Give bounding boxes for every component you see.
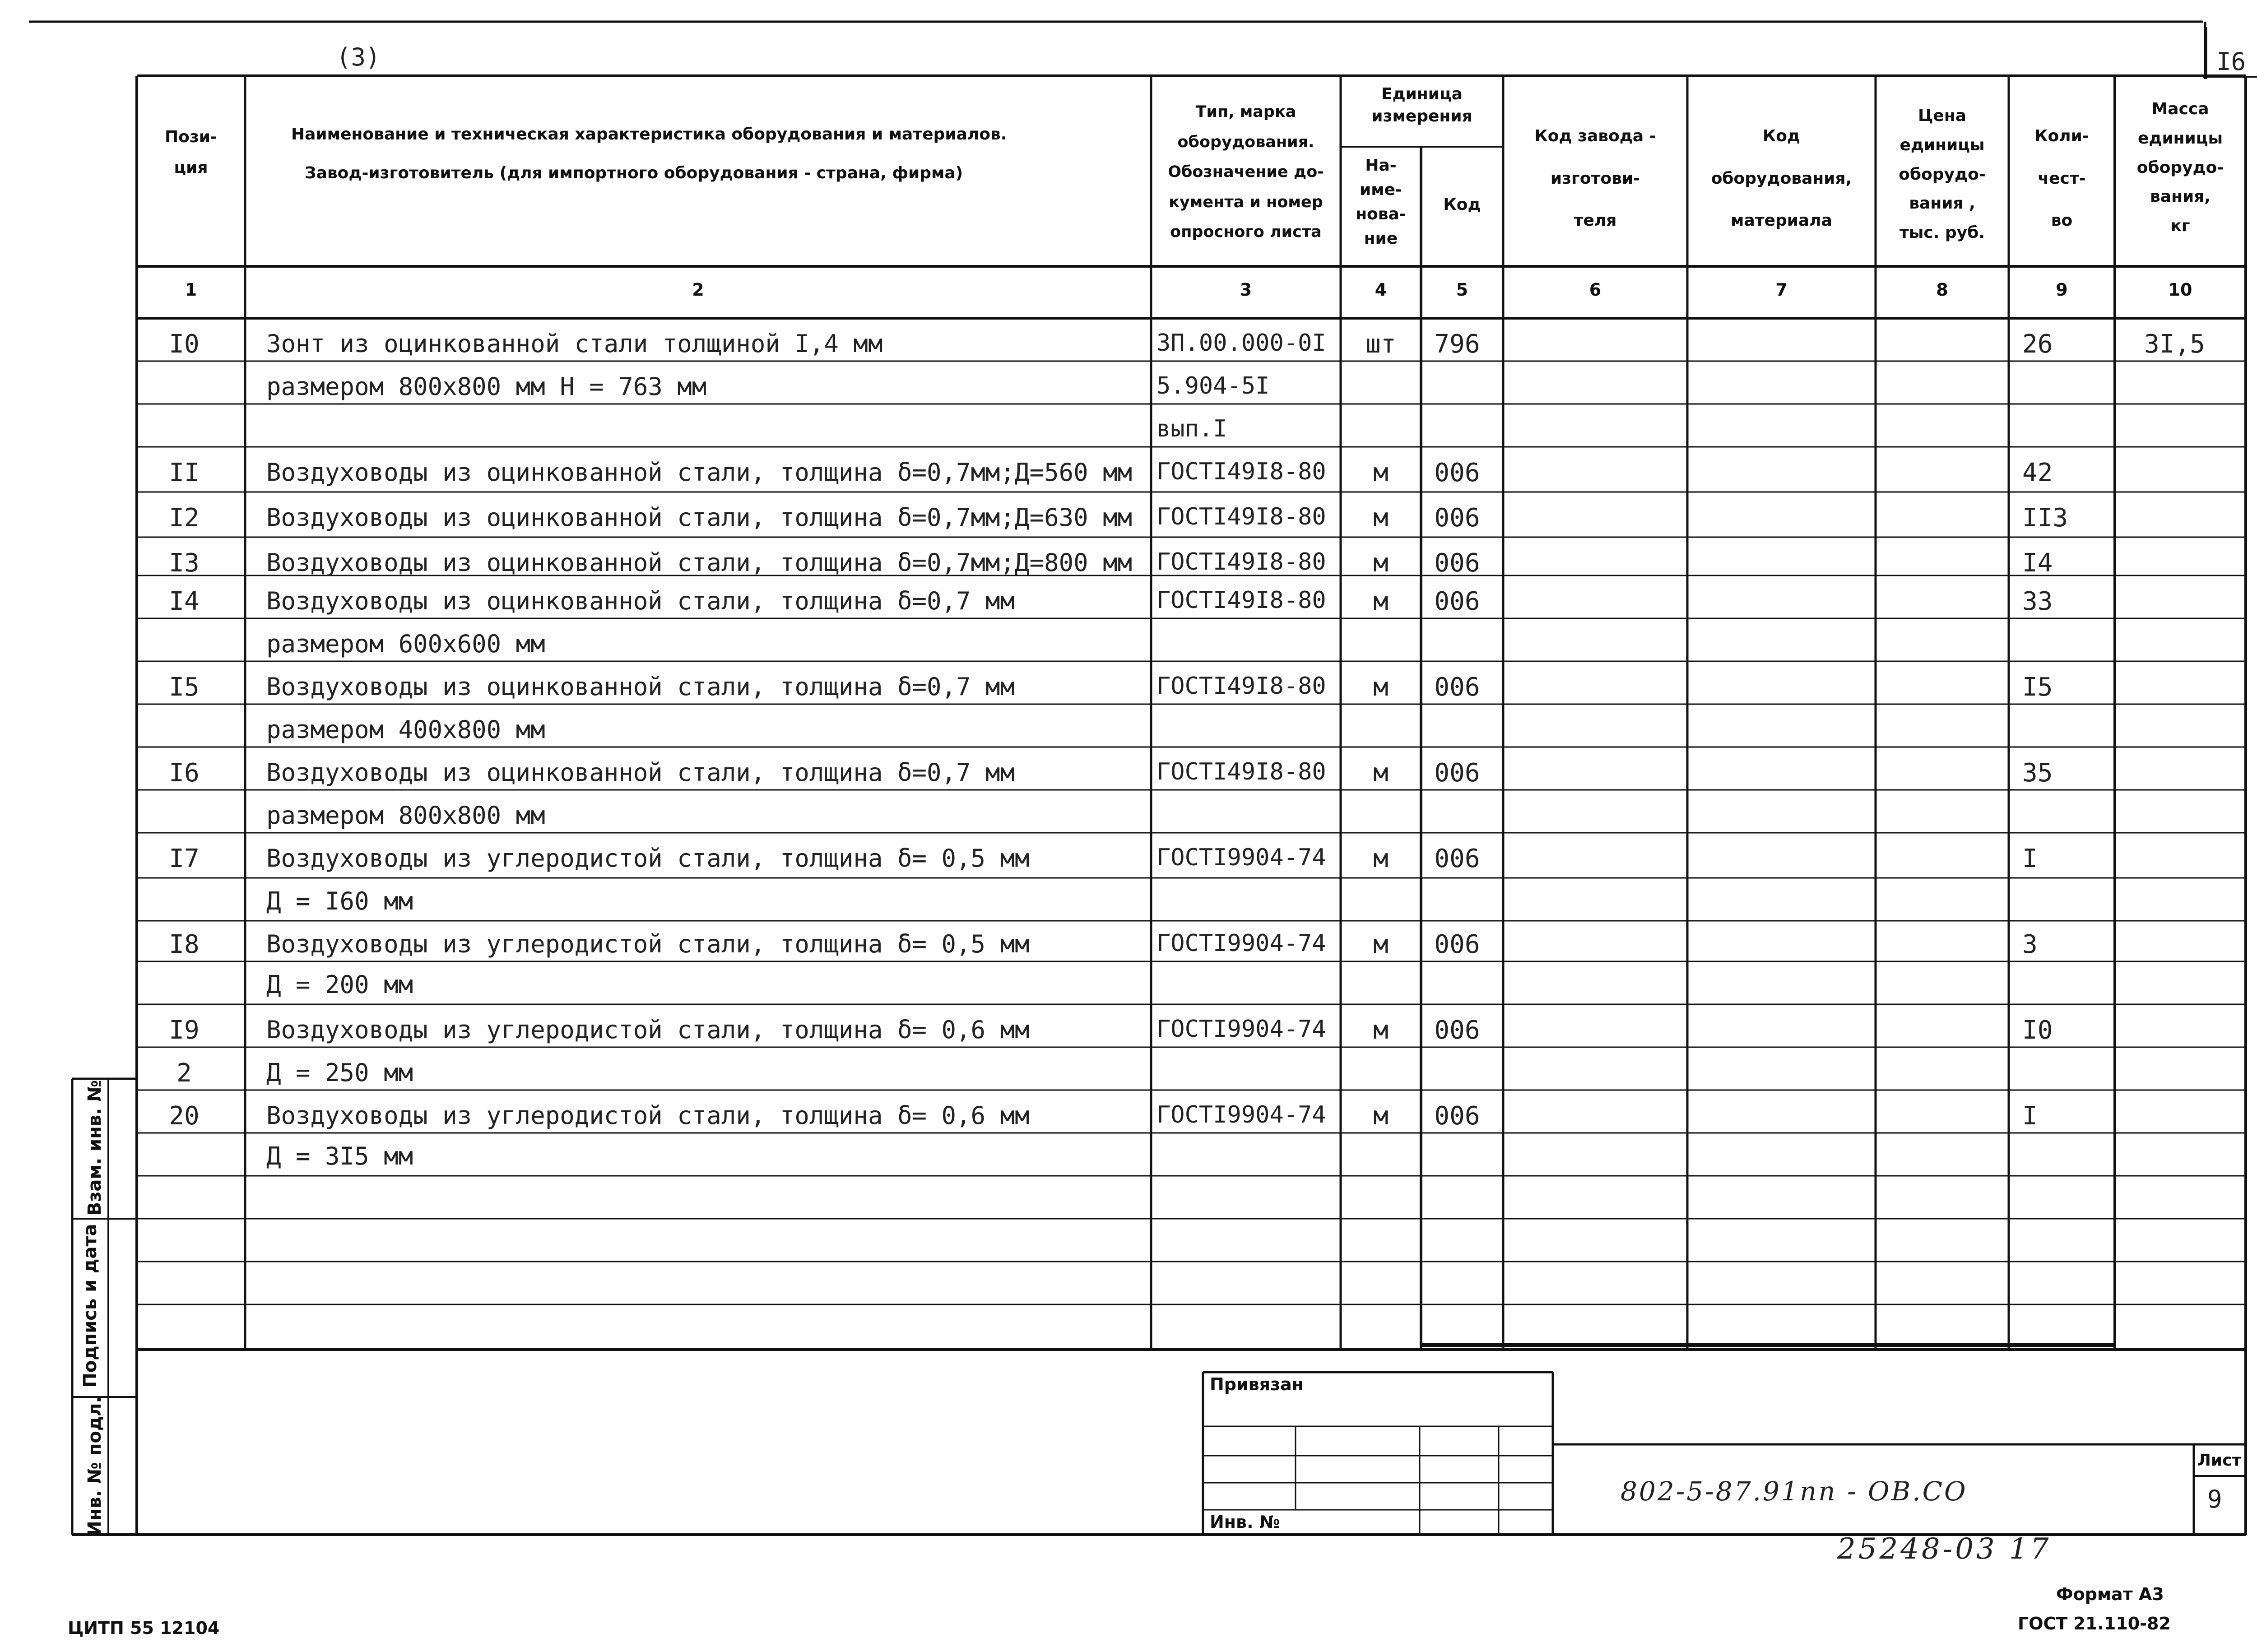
header-col4: [1341, 153, 1421, 251]
header-col5: Код: [1443, 195, 1481, 214]
row-position: 20: [169, 1101, 200, 1131]
row-quantity: II3: [2022, 503, 2068, 533]
column-number-3: 3: [1240, 280, 1252, 300]
row-quantity: 35: [2022, 758, 2053, 788]
row-quantity: 3: [2022, 930, 2038, 959]
row-unit: шт: [1365, 329, 1396, 359]
header-col1-line2: ция: [174, 158, 208, 177]
header-col7-line1: Код: [1762, 127, 1801, 145]
row-unit: м: [1373, 587, 1389, 616]
row-name: Воздуховоды из углеродистой стали, толщина δ= 0,5 мм: [266, 844, 1030, 872]
row-unit: м: [1373, 844, 1389, 873]
row-name: размером 600x600 мм: [266, 630, 545, 658]
row-unit: м: [1373, 458, 1389, 487]
header-unit-group: [1341, 84, 1503, 127]
row-position: I2: [169, 503, 200, 533]
row-unit: м: [1373, 1016, 1389, 1045]
row-name: Д = 3I5 мм: [266, 1142, 413, 1170]
row-quantity: I0: [2022, 1016, 2053, 1045]
header-col6-line1: Код завода -: [1534, 127, 1656, 145]
sheet-corner-number: I6: [2216, 47, 2246, 76]
row-position: I9: [169, 1016, 200, 1045]
header-col4-line3: нова-: [1356, 205, 1406, 223]
row-position: I4: [169, 587, 200, 616]
column-number-10: 10: [2168, 280, 2192, 300]
bound-label: Привязан: [1210, 1374, 1304, 1394]
row-name: Воздуховоды из оцинкованной стали, толщина δ=0,7 мм: [266, 758, 1015, 787]
row-unit: м: [1373, 758, 1389, 788]
row-name: Воздуховоды из оцинкованной стали, толщина δ=0,7мм;Д=630 мм: [266, 503, 1133, 532]
header-col8-line2: единицы: [1899, 135, 1985, 154]
row-unit: м: [1373, 673, 1389, 702]
row-type: ГОСТI9904-74: [1156, 930, 1326, 957]
row-type: ГОСТI9904-74: [1156, 1101, 1326, 1128]
format-label: Формат А3: [2056, 1584, 2164, 1604]
row-unit: м: [1373, 503, 1389, 533]
row-quantity: 26: [2022, 329, 2053, 359]
header-col10-line3: оборудо-: [2136, 158, 2224, 177]
header-col7-line2: оборудования,: [1711, 169, 1852, 188]
row-type: ЗП.00.000-0I: [1156, 329, 1326, 357]
row-name: Воздуховоды из оцинкованной стали, толщина δ=0,7 мм: [266, 587, 1015, 615]
header-col2: [291, 115, 1140, 193]
stamp-inv-orig: Инв. № подл.: [84, 1396, 105, 1536]
column-number-8: 8: [1936, 280, 1948, 300]
row-name: Воздуховоды из оцинкованной стали, толщина δ=0,7 мм: [266, 673, 1015, 701]
row-type: ГОСТI49I8-80: [1156, 758, 1326, 785]
sheet-label: Лист: [2197, 1451, 2242, 1470]
row-quantity: I: [2022, 844, 2038, 873]
row-name: размером 800x800 мм: [266, 801, 545, 830]
row-position: I8: [169, 930, 200, 959]
row-type: ГОСТI49I8-80: [1156, 587, 1326, 614]
row-code: 006: [1434, 458, 1480, 487]
handwritten-number: 25248-03 17: [1837, 1532, 2052, 1566]
row-position: I6: [169, 758, 200, 788]
column-number-7: 7: [1775, 280, 1788, 300]
header-col9-line1: Коли-: [2034, 127, 2089, 145]
header-col7-line3: материала: [1731, 211, 1832, 230]
column-number-5: 5: [1456, 280, 1468, 300]
row-code: 006: [1434, 1101, 1480, 1131]
row-unit: м: [1373, 930, 1389, 959]
row-unit: м: [1373, 1101, 1389, 1131]
row-name: Зонт из оцинкованной стали толщиной I,4 мм: [266, 329, 883, 358]
row-type: ГОСТI49I8-80: [1156, 458, 1326, 485]
header-col8: [1876, 102, 2009, 248]
header-col1-line1: Пози-: [165, 128, 217, 146]
header-col3-line4: кумента и номер: [1169, 193, 1323, 211]
row-name: Д = 250 мм: [266, 1058, 413, 1087]
row-position: II: [169, 458, 200, 487]
header-col3-line1: Тип, марка: [1195, 103, 1296, 121]
row-mass: 3I,5: [2144, 329, 2205, 359]
row-position: I5: [169, 673, 200, 702]
header-col8-line4: вания ,: [1909, 194, 1975, 213]
row-position: I7: [169, 844, 200, 873]
stamp-sign-date: Подпись и дата: [80, 1224, 101, 1388]
row-position: I3: [169, 548, 200, 578]
header-col10: [2115, 95, 2246, 241]
row-type: 5.904-5I: [1156, 372, 1270, 399]
row-code: 006: [1434, 673, 1480, 702]
row-code: 006: [1434, 587, 1480, 616]
column-number-6: 6: [1589, 280, 1602, 300]
header-col3-line5: опросного листа: [1170, 223, 1322, 241]
row-code: 006: [1434, 844, 1480, 873]
header-col6-line3: теля: [1574, 211, 1617, 230]
row-type: ГОСТI49I8-80: [1156, 503, 1326, 530]
header-col10-line4: вания,: [2150, 187, 2211, 206]
header-unit-group-line2: измерения: [1371, 107, 1472, 125]
column-number-2: 2: [692, 280, 704, 300]
header-col9: [2009, 115, 2115, 242]
row-type: ГОСТI49I8-80: [1156, 548, 1326, 575]
header-col4-line4: ние: [1364, 229, 1398, 248]
header-col9-line3: во: [2051, 211, 2073, 230]
header-col10-line2: единицы: [2137, 129, 2223, 148]
header-col3: [1151, 97, 1341, 247]
row-type: ГОСТI9904-74: [1156, 844, 1326, 871]
row-quantity: I4: [2022, 548, 2053, 578]
row-code: 796: [1434, 329, 1480, 359]
column-number-1: 1: [185, 280, 197, 300]
row-quantity: I: [2022, 1101, 2038, 1131]
column-number-4: 4: [1375, 280, 1387, 300]
row-code: 006: [1434, 503, 1480, 533]
header-col10-line1: Масса: [2151, 100, 2209, 118]
stamp-replace-inv: Взам. инв. №: [84, 1080, 105, 1216]
header-col3-line2: оборудования.: [1177, 133, 1314, 151]
header-col4-line2: име-: [1359, 181, 1402, 199]
header-col3-line3: Обозначение до-: [1168, 163, 1324, 181]
header-unit-group-line1: Единица: [1381, 85, 1463, 103]
row-unit: м: [1373, 548, 1389, 578]
column-number-9: 9: [2056, 280, 2068, 300]
header-col8-line1: Цена: [1918, 107, 1966, 125]
row-name: Д = I60 мм: [266, 887, 413, 915]
row-code: 006: [1434, 1016, 1480, 1045]
sheet-number: 9: [2207, 1485, 2222, 1513]
row-quantity: I5: [2022, 673, 2053, 702]
row-name: Воздуховоды из углеродистой стали, толщина δ= 0,5 мм: [266, 930, 1030, 958]
header-col1: [137, 122, 245, 184]
header-col10-line5: кг: [2170, 217, 2190, 236]
row-position: I0: [169, 329, 200, 359]
row-type: ГОСТI49I8-80: [1156, 673, 1326, 700]
printer-label: ЦИТП 55 12104: [68, 1618, 220, 1638]
row-code: 006: [1434, 758, 1480, 788]
section-label: (3): [336, 43, 381, 71]
row-name: Воздуховоды из углеродистой стали, толщина δ= 0,6 мм: [266, 1101, 1030, 1130]
header-col6: [1503, 115, 1687, 242]
row-code: 006: [1434, 548, 1480, 578]
row-quantity: 42: [2022, 458, 2053, 487]
row-type: вып.I: [1156, 415, 1227, 442]
row-name: Воздуховоды из углеродистой стали, толщина δ= 0,6 мм: [266, 1016, 1030, 1044]
gost-label: ГОСТ 21.110-82: [2018, 1614, 2171, 1633]
row-position: 2: [176, 1058, 192, 1088]
row-name: размером 400x800 мм: [266, 715, 545, 744]
row-quantity: 33: [2022, 587, 2053, 616]
header-col2-line1: Наименование и техническая характеристика оборудования и материалов.: [291, 125, 1007, 144]
header-col8-line3: оборудо-: [1899, 165, 1986, 184]
row-name: Д = 200 мм: [266, 970, 413, 999]
row-name: Воздуховоды из оцинкованной стали, толщина δ=0,7мм;Д=560 мм: [266, 458, 1133, 487]
row-code: 006: [1434, 930, 1480, 959]
inv-label: Инв. №: [1210, 1512, 1280, 1532]
document-code: 802-5-87.91пп - ОВ.СО: [1621, 1476, 1968, 1507]
row-type: ГОСТI9904-74: [1156, 1016, 1326, 1043]
header-col6-line2: изготови-: [1550, 169, 1640, 188]
header-col8-line5: тыс. руб.: [1899, 223, 1985, 242]
header-col4-line1: На-: [1365, 156, 1397, 175]
row-name: размером 800x800 мм Н = 763 мм: [266, 372, 707, 401]
header-col9-line2: чест-: [2038, 169, 2086, 188]
header-col7: [1687, 115, 1876, 242]
header-col2-line2: Завод-изготовитель (для импортного оборудования - страна, фирма): [305, 164, 963, 183]
row-name: Воздуховоды из оцинкованной стали, толщина δ=0,7мм;Д=800 мм: [266, 548, 1133, 577]
